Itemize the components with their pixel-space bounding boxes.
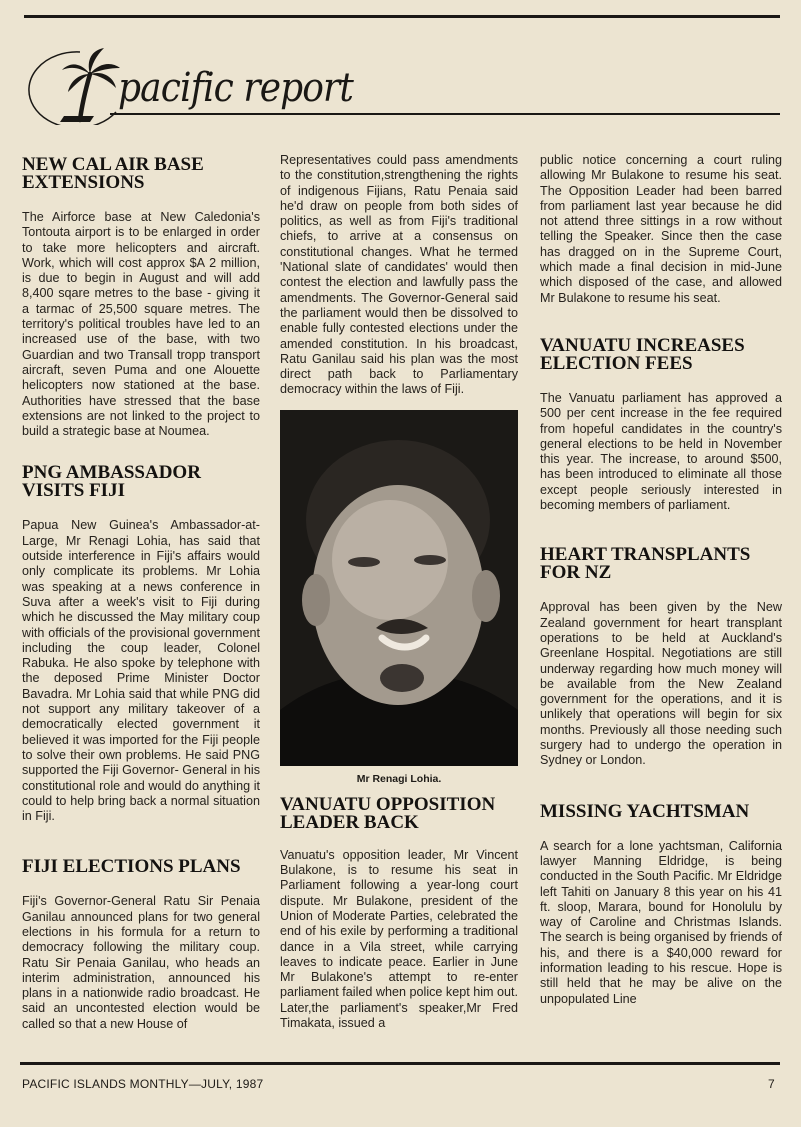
body-png-ambassador: Papua New Guinea's Ambassador-at-Large, Mr Renagi Lohia, has said that outside interference in Fiji's affairs would only complicate its problems. Mr Lohia was speaking at a news conference in Suva after a week's visit to Fiji during which he discussed the May military coup with officials of the provisional government including the coup leader, Colonel Rabuka. He also spoke by telephone with the deposed Prime Minister Doctor Bavadra. Mr Lohia said that while PNG did not support any military takeover of a democratically elected government it believed it was imported for the Fiji people to solve their own problems. He said PNG supported the Fiji Governor- General in his constitutional role and would do anything it could to help bring back a normal situation in Fiji.: [22, 518, 260, 824]
body-vanuatu-opposition: Vanuatu's opposition leader, Mr Vincent Bulakone, is to resume his seat in Parliament following a year-long court dispute. Mr Bulakone, president of the Union of Moderate Parties, celebrated the end of his exile by performing a traditional dance in a Vila street, while carrying leaves to indicate peace. Earlier in June Mr Bulakone's attempt to re-enter parliament failed when police kept him out. Later,the parliament's speaker,Mr Fred Timakata, issued a: [280, 847, 519, 1031]
headline-air-base: NEW CAL AIR BASE EXTENSIONS: [22, 154, 204, 193]
headline-vanuatu-opposition: VANUATU OPPOSITION LEADER BACK: [280, 793, 496, 833]
footer-publication: PACIFIC ISLANDS MONTHLY—JULY, 1987: [22, 1077, 264, 1091]
article-yachtsman: [540, 800, 782, 1007]
headline-heart-transplants: HEART TRANSPLANTS FOR NZ: [540, 544, 751, 584]
page-number: 7: [768, 1077, 775, 1091]
bottom-rule: [20, 1062, 780, 1065]
photo-caption: Mr Renagi Lohia.: [356, 772, 442, 785]
body-vanuatu-fees: The Vanuatu parliament has approved a 500 per cent increase in the fee required from hopeful candidates in the country's general elections to be held in November this year. The increase, to around $500, has been introduced to eliminate all those except people seriously interested in becoming members of parliament.: [540, 390, 782, 513]
body-heart-transplants: Approval has been given by the New Zealand government for heart transplant operations to be held at Auckland's Greenlane Hospital. Negotiations are still underway regarding how much money will be available from the New Zealand government for the operations, and it is unlikely that operations will begin for six months. Previously all those needing such surgery had to undergo the operation in Sydney or London.: [540, 600, 782, 768]
portrait-photo: [280, 410, 518, 766]
column-1: [22, 153, 260, 1032]
headline-vanuatu-fees: VANUATU INCREASES ELECTION FEES: [540, 334, 745, 374]
body-yachtsman: A search for a lone yachtsman, California lawyer Manning Eldridge, is being conducted in the South Pacific. Mr Eldridge left Tahiti on January 8 this year on his 41 ft. sloop, Marara, bound for Honolulu by way of Caroline and Christmas Islands. The search is being organised by friends of his, and there is a $40,000 reward for information leading to his rescue. Hope is still held that he may be alive on the unpopulated Line: [540, 838, 782, 1006]
body-fiji-elections: Fiji's Governor-General Ratu Sir Penaia Ganilau announced plans for two general elections in his formula for a return to democracy following the military coup. Ratu Sir Penaia Ganilau, who heads an interim administration, announced his plans in a nationwide radio broadcast. He said an uncontested election would be called so that a new House of: [22, 894, 260, 1031]
title-underline: [110, 113, 780, 115]
headline-fiji-elections: FIJI ELECTIONS PLANS: [22, 856, 241, 878]
headline-yachtsman: MISSING YACHTSMAN: [540, 800, 750, 822]
body-fiji-elections-continued: Representatives could pass amendments to the constitution,strengthening the rights of indigenous Fijians, Ratu Penaia said he'd draw on people from both sides of politics, as well as from Fiji's traditional chiefs, to arrive at a consensus on constitutional changes. What he termed 'National slate of candidates' would then contest the election and lawfully pass the amendments. The Governor-General said the parliament would then be dissolved to enable fully contested elections under the amended constitution. In his broadcast, Ratu Ganilau said his plan was the most direct path back to Parliamentary democracy within the laws of Fiji.: [280, 153, 518, 397]
article-heart-transplants: [540, 546, 782, 768]
column-3: [540, 153, 782, 1007]
portrait-image: [280, 410, 518, 766]
body-air-base: The Airforce base at New Caledonia's Tontouta airport is to be enlarged in order to take more helicopters and aircraft. Work, which will cost approx $A 2 million, is due to begin in August and will add 8,400 sqare metres to the base - giving it a tarmac of 25,500 square metres. The territory's political troubles have led to an increased use of the base, with two Guardian and two Transall tropp transport aircraft, seven Puma and one Alouette helicopters now stationed at the base. Authorities have stressed that the base extensions are not linked to the project to build a strategic base at Noumea.: [22, 210, 260, 439]
top-rule: [24, 15, 780, 18]
article-vanuatu-fees: [540, 334, 782, 513]
article-air-base: [22, 156, 260, 439]
column-2: [280, 153, 518, 1031]
section-title: pacific report: [118, 65, 353, 111]
article-fiji-elections: [22, 858, 260, 1032]
body-vanuatu-opposition-continued: public notice concerning a court ruling allowing Mr Bulakone to resume his seat. The Opposition Leader had been barred from parliament last year because he did not attend three sittings in a row without telling the Speaker. Since then the case has dragged on in the Supreme Court, which made a final decision in mid-June which disposed of the case, and allowed Mr Bulakone to resume his seat.: [540, 153, 782, 305]
article-vanuatu-opposition: [280, 793, 519, 1032]
article-png-ambassador: [22, 464, 260, 824]
headline-png-ambassador: PNG AMBASSADOR VISITS FIJI: [22, 462, 201, 502]
